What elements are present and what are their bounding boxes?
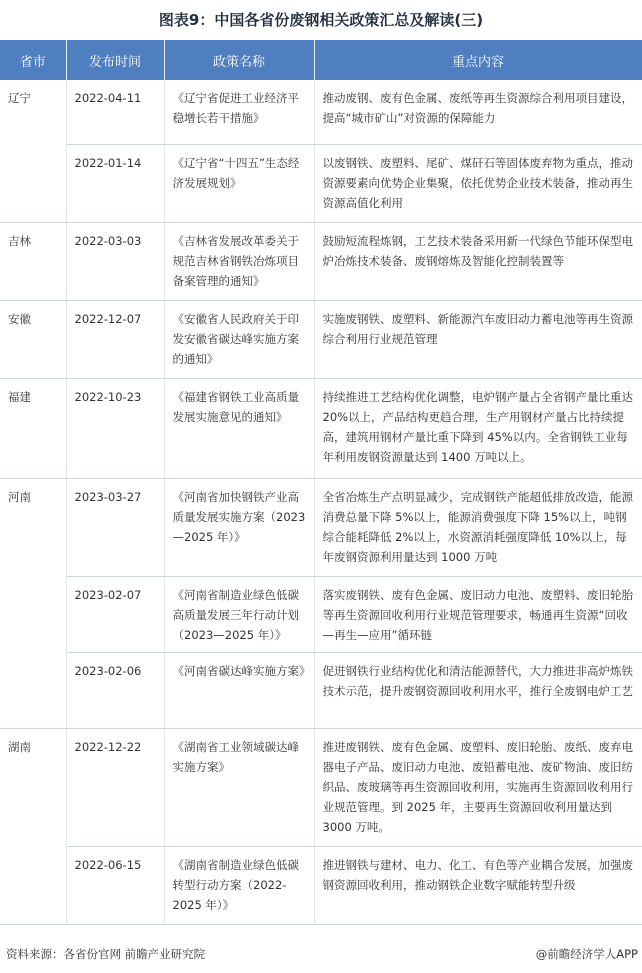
province-cell: 安徽 xyxy=(0,300,66,378)
policy-cell: 《吉林省发展改革委关于规范吉林省钢铁冶炼项目备案管理的通知》 xyxy=(164,222,314,300)
footer xyxy=(0,944,642,966)
table-header-row xyxy=(0,40,642,80)
policy-cell: 《辽宁省促进工业经济平稳增长若干措施》 xyxy=(164,80,314,144)
date-cell: 2022-01-14 xyxy=(66,144,164,222)
table-row xyxy=(0,222,642,300)
source-note: 资料来源：各省份官网 前瞻产业研究院 xyxy=(6,947,206,961)
table-row xyxy=(0,378,642,478)
policy-cell: 《辽宁省“十四五”生态经济发展规划》 xyxy=(164,144,314,222)
table-body xyxy=(0,80,642,924)
policy-cell: 《河南省碳达峰实施方案》 xyxy=(164,652,314,728)
province-cell: 吉林 xyxy=(0,222,66,300)
policy-cell: 《湖南省工业领域碳达峰实施方案》 xyxy=(164,728,314,846)
policy-table xyxy=(0,40,642,925)
content-cell: 以废钢铁、废塑料、尾矿、煤矸石等固体废弃物为重点，推动资源要素向优势企业集聚，依托优势企业技术装备，推动再生资源高值化利用 xyxy=(314,144,642,222)
province-cell: 湖南 xyxy=(0,728,66,924)
table-row xyxy=(0,144,642,222)
content-cell: 推动废钢、废有色金属、废纸等再生资源综合利用项目建设，提高“城市矿山”对资源的保障能力 xyxy=(314,80,642,144)
date-cell: 2022-03-03 xyxy=(66,222,164,300)
header-content: 重点内容 xyxy=(314,40,642,80)
content-cell: 全省冶炼生产点明显减少，完成钢铁产能超低排放改造，能源消费总量下降 5%以上，能源消费强度下降 15%以上，吨钢综合能耗降低 2%以上，水资源消耗强度降低 10%以上，每年废钢资源利用量达到 1000 万吨 xyxy=(314,478,642,576)
province-cell: 辽宁 xyxy=(0,80,66,222)
content-cell: 鼓励短流程炼钢，工艺技术装备采用新一代绿色节能环保型电炉冶炼技术装备、废钢熔炼及智能化控制装置等 xyxy=(314,222,642,300)
policy-cell: 《安徽省人民政府关于印发安徽省碳达峰实施方案的通知》 xyxy=(164,300,314,378)
content-cell: 推进钢铁与建材、电力、化工、有色等产业耦合发展，加强废钢资源回收利用，推动钢铁企业数字赋能转型升级 xyxy=(314,846,642,924)
table-row xyxy=(0,576,642,652)
content-cell: 持续推进工艺结构优化调整，电炉钢产量占全省钢产量比重达 20%以上，产品结构更趋合理，生产用钢材产量占比持续提高，建筑用钢材产量比重下降到 45%以内。全省钢铁工业每年利用废钢资源量达到 1400 万吨以上。 xyxy=(314,378,642,478)
header-date: 发布时间 xyxy=(66,40,164,80)
header-policy: 政策名称 xyxy=(164,40,314,80)
province-cell: 河南 xyxy=(0,478,66,728)
date-cell: 2023-02-07 xyxy=(66,576,164,652)
content-cell: 实施废钢铁、废塑料、新能源汽车废旧动力蓄电池等再生资源综合利用行业规范管理 xyxy=(314,300,642,378)
table-row xyxy=(0,728,642,846)
policy-cell: 《河南省制造业绿色低碳高质量发展三年行动计划（2023—2025 年）》 xyxy=(164,576,314,652)
brand-mark: @前瞻经济学人APP xyxy=(535,947,638,961)
date-cell: 2022-12-22 xyxy=(66,728,164,846)
policy-cell: 《福建省钢铁工业高质量发展实施意见的通知》 xyxy=(164,378,314,478)
date-cell: 2023-02-06 xyxy=(66,652,164,728)
table-row xyxy=(0,846,642,924)
table-row xyxy=(0,300,642,378)
date-cell: 2022-04-11 xyxy=(66,80,164,144)
date-cell: 2022-12-07 xyxy=(66,300,164,378)
province-cell: 福建 xyxy=(0,378,66,478)
header-province: 省市 xyxy=(0,40,66,80)
date-cell: 2023-03-27 xyxy=(66,478,164,576)
table-row xyxy=(0,478,642,576)
content-cell: 落实废钢铁、废有色金属、废旧动力电池、废塑料、废旧轮胎等再生资源回收利用行业规范管理要求，畅通再生资源“回收—再生—应用”循环链 xyxy=(314,576,642,652)
table-row xyxy=(0,80,642,144)
chart-title: 图表9：中国各省份废钢相关政策汇总及解读(三) xyxy=(158,11,484,29)
content-cell: 促进钢铁行业结构优化和清洁能源替代，大力推进非高炉炼铁技术示范，提升废钢资源回收利用水平，推行全废钢电炉工艺 xyxy=(314,652,642,728)
date-cell: 2022-10-23 xyxy=(66,378,164,478)
content-cell: 推进废钢铁、废有色金属、废塑料、废旧轮胎、废纸、废弃电器电子产品、废旧动力电池、废铅蓄电池、废矿物油、废旧纺织品、废玻璃等再生资源回收利用，实施再生资源回收利用行业规范管理。到 2025 年，主要再生资源回收利用量达到 3000 万吨。 xyxy=(314,728,642,846)
policy-cell: 《河南省加快钢铁产业高质量发展实施方案（2023—2025 年）》 xyxy=(164,478,314,576)
policy-cell: 《湖南省制造业绿色低碳转型行动方案（2022-2025 年）》 xyxy=(164,846,314,924)
date-cell: 2022-06-15 xyxy=(66,846,164,924)
table-row xyxy=(0,652,642,728)
